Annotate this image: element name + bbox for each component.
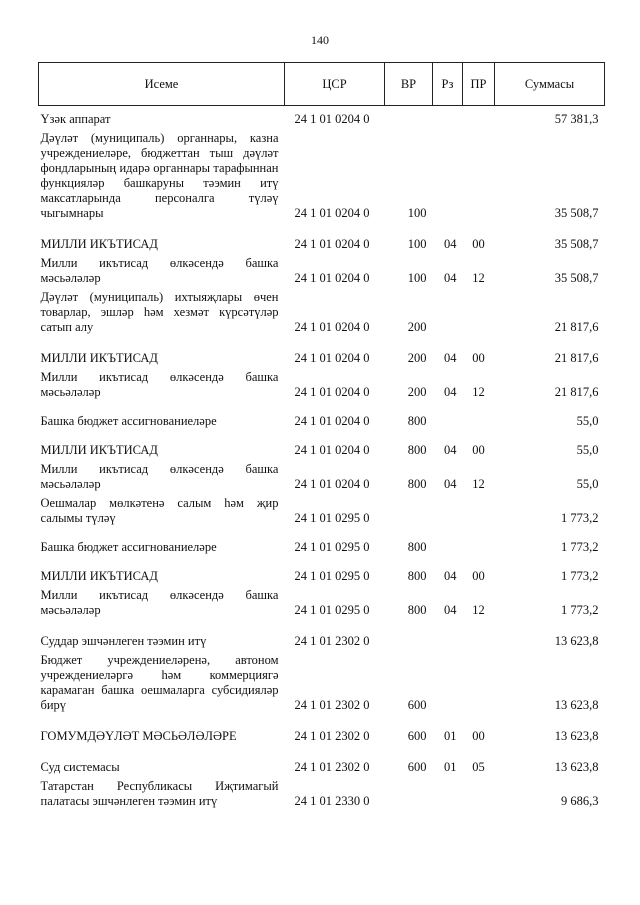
table-row bbox=[39, 634, 605, 649]
row-sum: 13 623,8 bbox=[554, 634, 599, 648]
row-pr bbox=[463, 496, 495, 526]
row-rz bbox=[433, 634, 463, 649]
table-row bbox=[39, 760, 605, 775]
row-name: Милли икътисад өлкәсендә башка мәсьәләләр bbox=[40, 370, 279, 399]
row-vr: 200 bbox=[407, 385, 427, 399]
row-vr: 800 bbox=[407, 477, 427, 491]
row-csr: 24 1 01 0204 0 bbox=[294, 385, 370, 399]
row-rz: 01 bbox=[444, 729, 457, 743]
row-pr bbox=[463, 112, 495, 127]
row-sum: 13 623,8 bbox=[554, 760, 599, 774]
row-name: Суд системасы bbox=[40, 760, 120, 774]
row-csr: 24 1 01 0295 0 bbox=[294, 540, 370, 554]
row-sum: 55,0 bbox=[576, 414, 599, 428]
row-pr bbox=[463, 540, 495, 555]
row-pr: 12 bbox=[472, 385, 485, 399]
row-vr: 200 bbox=[407, 320, 427, 334]
row-rz: 01 bbox=[444, 760, 457, 774]
row-sum: 1 773,2 bbox=[561, 569, 599, 583]
table-row bbox=[39, 496, 605, 526]
table-body bbox=[39, 106, 605, 810]
row-csr: 24 1 01 0295 0 bbox=[294, 603, 370, 617]
row-rz: 04 bbox=[444, 271, 457, 285]
row-sum: 21 817,6 bbox=[554, 385, 599, 399]
row-pr: 05 bbox=[472, 760, 485, 774]
row-csr: 24 1 01 0295 0 bbox=[294, 569, 370, 583]
row-vr: 800 bbox=[407, 603, 427, 617]
row-vr bbox=[385, 112, 433, 127]
row-pr bbox=[463, 414, 495, 429]
row-sum: 13 623,8 bbox=[554, 729, 599, 743]
row-vr bbox=[385, 779, 433, 809]
row-sum: 35 508,7 bbox=[554, 237, 599, 251]
row-name: Суддар эшчәнлеген тәэмин итү bbox=[40, 634, 207, 648]
row-name: ГОМУМДӘҮЛӘТ МӘСЬӘЛӘЛӘРЕ bbox=[40, 729, 237, 743]
row-csr: 24 1 01 0295 0 bbox=[294, 511, 370, 525]
row-vr bbox=[385, 496, 433, 526]
row-vr bbox=[385, 634, 433, 649]
row-pr bbox=[463, 634, 495, 649]
row-rz bbox=[433, 290, 463, 335]
table-row bbox=[39, 653, 605, 713]
row-rz: 04 bbox=[444, 477, 457, 491]
row-vr: 100 bbox=[407, 271, 427, 285]
row-name: МИЛЛИ ИКЪТИСАД bbox=[40, 443, 158, 457]
row-rz: 04 bbox=[444, 385, 457, 399]
row-vr: 100 bbox=[407, 206, 427, 220]
table-row bbox=[39, 370, 605, 400]
row-name: Дәүләт (муниципаль) органнары, казна учреждениеләре, бюджеттан тыш дәүләт фондларының идарә органнары тарафыннан функцияләр башкаруны тәэмин итү максатларында персоналга түләү чыгымнары bbox=[40, 131, 279, 220]
table-header-row bbox=[39, 63, 605, 106]
row-pr bbox=[463, 131, 495, 221]
table-row bbox=[39, 131, 605, 221]
table-row bbox=[39, 256, 605, 286]
table-row bbox=[39, 729, 605, 744]
row-pr bbox=[463, 779, 495, 809]
column-header-sum: Суммасы bbox=[495, 63, 605, 106]
row-rz bbox=[433, 653, 463, 713]
column-header-name: Исеме bbox=[39, 63, 285, 106]
table-row bbox=[39, 462, 605, 492]
row-vr: 600 bbox=[407, 729, 427, 743]
row-sum: 35 508,7 bbox=[554, 206, 599, 220]
row-rz bbox=[433, 540, 463, 555]
row-sum: 35 508,7 bbox=[554, 271, 599, 285]
row-csr: 24 1 01 0204 0 bbox=[294, 351, 370, 365]
row-name: МИЛЛИ ИКЪТИСАД bbox=[40, 351, 158, 365]
table-row bbox=[39, 351, 605, 366]
row-csr: 24 1 01 0204 0 bbox=[294, 320, 370, 334]
row-csr: 24 1 01 0204 0 bbox=[294, 271, 370, 285]
row-csr: 24 1 01 2302 0 bbox=[294, 698, 370, 712]
row-pr: 12 bbox=[472, 477, 485, 491]
row-csr: 24 1 01 0204 0 bbox=[294, 112, 370, 126]
row-rz: 04 bbox=[444, 237, 457, 251]
row-name: Үзәк аппарат bbox=[40, 112, 111, 126]
row-csr: 24 1 01 2302 0 bbox=[294, 634, 370, 648]
row-pr: 00 bbox=[472, 351, 485, 365]
table-row bbox=[39, 540, 605, 555]
row-rz: 04 bbox=[444, 569, 457, 583]
row-sum: 13 623,8 bbox=[554, 698, 599, 712]
row-sum: 1 773,2 bbox=[561, 511, 599, 525]
row-name: Башка бюджет ассигнованиеләре bbox=[40, 414, 217, 428]
row-rz: 04 bbox=[444, 603, 457, 617]
table-row bbox=[39, 443, 605, 458]
row-csr: 24 1 01 0204 0 bbox=[294, 477, 370, 491]
column-header-vr: ВР bbox=[385, 63, 433, 106]
row-vr: 600 bbox=[407, 760, 427, 774]
row-rz bbox=[433, 112, 463, 127]
row-csr: 24 1 01 0204 0 bbox=[294, 206, 370, 220]
row-sum: 1 773,2 bbox=[561, 603, 599, 617]
row-sum: 55,0 bbox=[576, 443, 599, 457]
row-name: МИЛЛИ ИКЪТИСАД bbox=[40, 569, 158, 583]
row-csr: 24 1 01 0204 0 bbox=[294, 237, 370, 251]
row-pr: 12 bbox=[472, 603, 485, 617]
table-row bbox=[39, 414, 605, 429]
row-name: Милли икътисад өлкәсендә башка мәсьәләләр bbox=[40, 462, 279, 491]
row-rz: 04 bbox=[444, 351, 457, 365]
row-csr: 24 1 01 0204 0 bbox=[294, 414, 370, 428]
row-vr: 600 bbox=[407, 698, 427, 712]
row-sum: 9 686,3 bbox=[561, 794, 599, 808]
row-pr: 00 bbox=[472, 569, 485, 583]
row-rz bbox=[433, 414, 463, 429]
budget-table bbox=[38, 62, 605, 809]
row-pr bbox=[463, 653, 495, 713]
table-row bbox=[39, 112, 605, 127]
table-row bbox=[39, 290, 605, 335]
row-sum: 21 817,6 bbox=[554, 320, 599, 334]
row-sum: 21 817,6 bbox=[554, 351, 599, 365]
row-vr: 800 bbox=[407, 540, 427, 554]
row-rz bbox=[433, 779, 463, 809]
table-row bbox=[39, 569, 605, 584]
row-csr: 24 1 01 2302 0 bbox=[294, 729, 370, 743]
row-name: Милли икътисад өлкәсендә башка мәсьәләләр bbox=[40, 256, 279, 285]
row-sum: 55,0 bbox=[576, 477, 599, 491]
table-row bbox=[39, 588, 605, 618]
row-vr: 800 bbox=[407, 414, 427, 428]
row-vr: 200 bbox=[407, 351, 427, 365]
row-name: Милли икътисад өлкәсендә башка мәсьәләләр bbox=[40, 588, 279, 617]
column-header-csr: ЦСР bbox=[285, 63, 385, 106]
row-vr: 800 bbox=[407, 443, 427, 457]
row-rz bbox=[433, 131, 463, 221]
row-csr: 24 1 01 2302 0 bbox=[294, 760, 370, 774]
row-name: Татарстан Республикасы Иҗтимагый палатасы эшчәнлеген тәэмин итү bbox=[40, 779, 279, 808]
row-rz bbox=[433, 496, 463, 526]
row-sum: 57 381,3 bbox=[554, 112, 599, 126]
row-pr: 00 bbox=[472, 237, 485, 251]
row-pr: 12 bbox=[472, 271, 485, 285]
row-name: Дәүләт (муниципаль) ихтыяҗлары өчен товарлар, эшләр һәм хезмәт күрсәтүләр сатып алу bbox=[40, 290, 279, 334]
row-vr: 800 bbox=[407, 569, 427, 583]
table-row bbox=[39, 779, 605, 809]
row-name: Оешмалар мөлкәтенә салым һәм җир салымы түләү bbox=[40, 496, 279, 525]
column-header-rz: Рз bbox=[433, 63, 463, 106]
row-csr: 24 1 01 0204 0 bbox=[294, 443, 370, 457]
row-pr: 00 bbox=[472, 729, 485, 743]
row-name: Башка бюджет ассигнованиеләре bbox=[40, 540, 217, 554]
row-name: МИЛЛИ ИКЪТИСАД bbox=[40, 237, 158, 251]
column-header-pr: ПР bbox=[463, 63, 495, 106]
table-row bbox=[39, 237, 605, 252]
page-number: 140 bbox=[311, 33, 329, 47]
row-rz: 04 bbox=[444, 443, 457, 457]
row-pr bbox=[463, 290, 495, 335]
row-pr: 00 bbox=[472, 443, 485, 457]
row-sum: 1 773,2 bbox=[561, 540, 599, 554]
row-csr: 24 1 01 2330 0 bbox=[294, 794, 370, 808]
row-name: Бюджет учреждениеләренә, автоном учреждениеләргә һәм коммерциягә карамаган башка оешмаларга субсидияләр бирү bbox=[40, 653, 279, 712]
row-vr: 100 bbox=[407, 237, 427, 251]
